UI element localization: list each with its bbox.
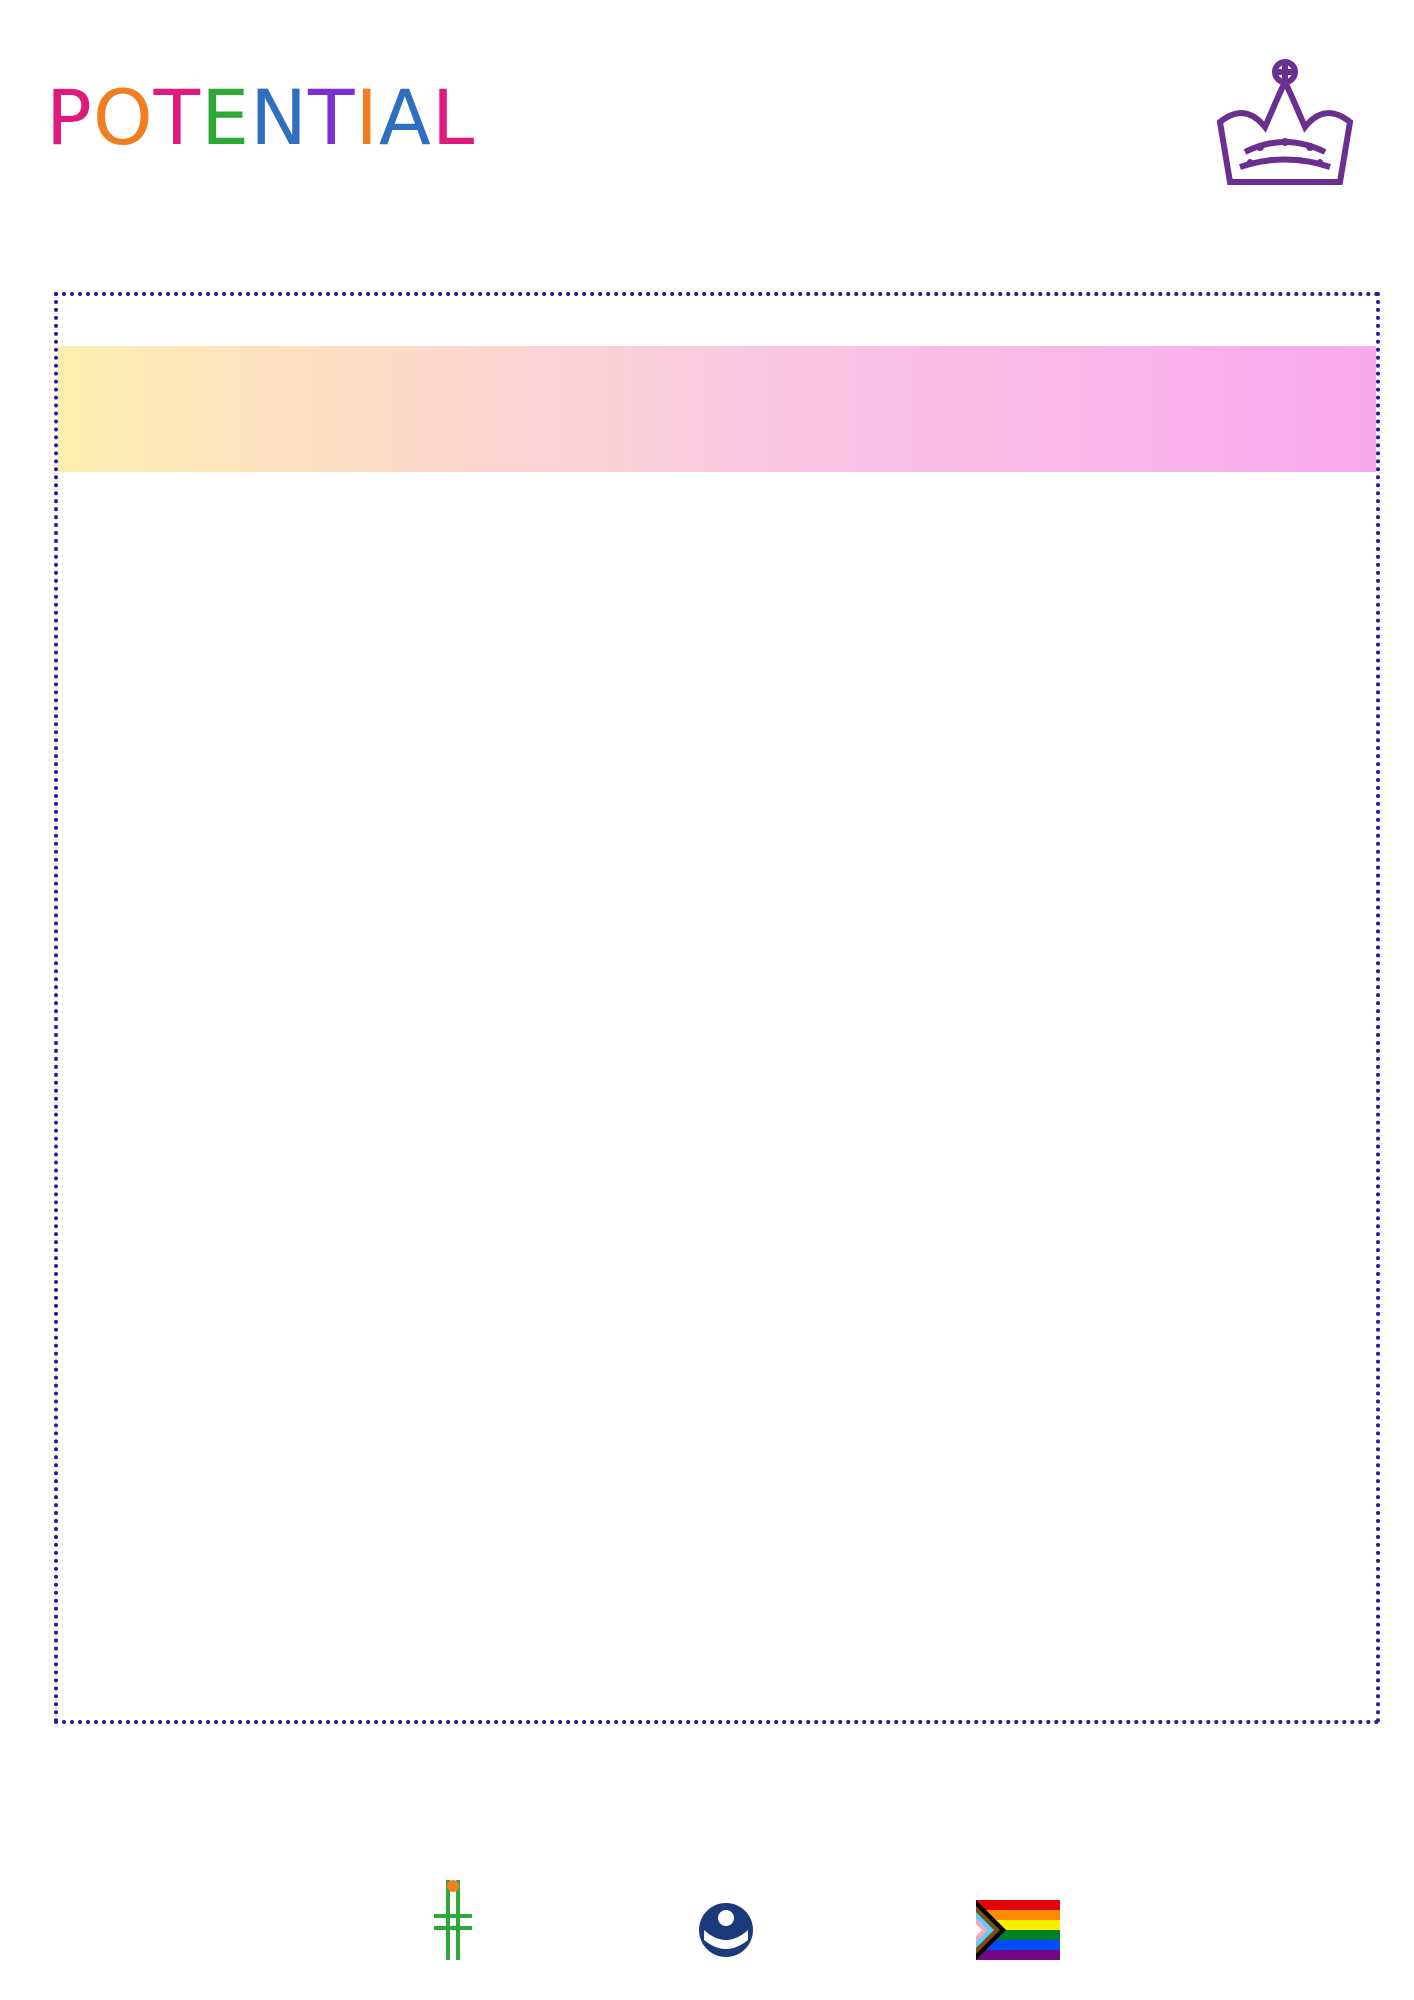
easter-venue [1038, 346, 1376, 472]
row-date [58, 472, 226, 584]
header-venue [1038, 296, 1376, 346]
easter-session [364, 346, 871, 472]
kings-award-badge [1190, 52, 1380, 242]
qr-code-icon[interactable] [1140, 1836, 1300, 1996]
header-sessions [364, 296, 871, 346]
crown-icon [1190, 52, 1380, 202]
row-day [226, 472, 364, 584]
easter-date [58, 346, 226, 472]
header-date [58, 296, 364, 346]
sport-england-logo [696, 1900, 896, 1964]
progress-pride-flag-icon [976, 1900, 1060, 1960]
hcf-logo [430, 1876, 610, 1966]
activities-table [54, 292, 1380, 1724]
logo-word: POTENTIAL [46, 73, 476, 162]
sport-england-icon [696, 1900, 756, 1960]
potential-kids-logo [46, 73, 476, 188]
easter-time [871, 346, 1038, 472]
easter-day [226, 346, 364, 472]
row-session [364, 472, 871, 584]
header-time [871, 296, 1038, 346]
galleria-logo [70, 1882, 360, 1952]
hcf-figure-icon [430, 1876, 476, 1964]
